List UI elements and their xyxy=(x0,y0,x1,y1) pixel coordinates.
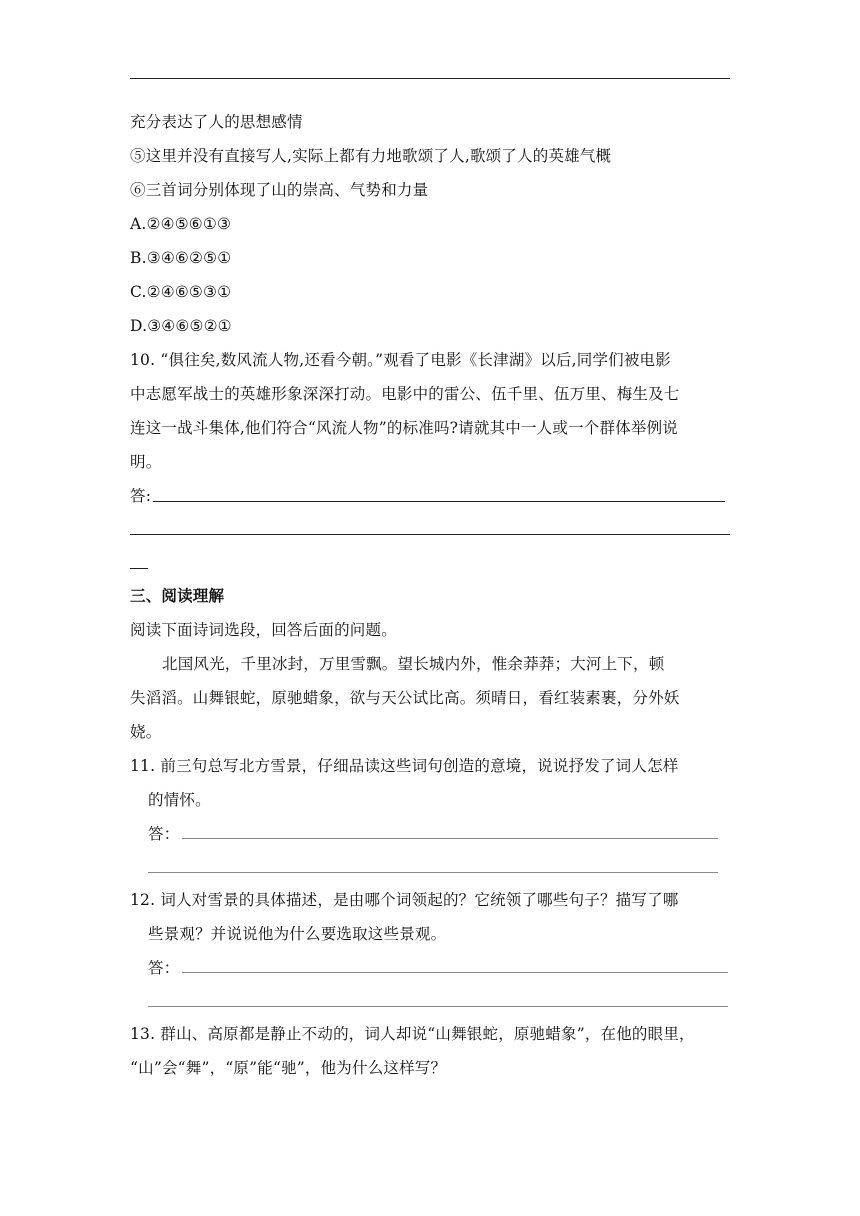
q9-option-b: B.③④⑥②⑤① xyxy=(130,249,232,267)
q11-answer-line-2[interactable] xyxy=(148,872,718,873)
section-3-instruction: 阅读下面诗词选段，回答后面的问题。 xyxy=(130,621,397,639)
q13-line-2: “山”会“舞”，“原”能“驰”，他为什么这样写？ xyxy=(130,1059,447,1077)
continuation-line: 充分表达了人的思想感情 xyxy=(130,113,303,131)
poem-line-1: 北国风光，千里冰封，万里雪飘。望长城内外，惟余莽莽；大河上下，顿 xyxy=(162,655,665,673)
q10-line-3: 连这一战斗集体,他们符合“风流人物”的标准吗?请就其中一人或一个群体举例说 xyxy=(130,419,678,437)
q10-answer-label: 答: xyxy=(130,487,152,505)
poem-line-3: 娆。 xyxy=(130,723,162,741)
q9-item-5: ⑤这里并没有直接写人,实际上都有力地歌颂了人,歌颂了人的英雄气概 xyxy=(130,147,612,165)
q11-answer-label: 答： xyxy=(148,825,180,843)
header-rule xyxy=(130,78,730,79)
poem-line-2: 失滔滔。山舞银蛇，原驰蜡象，欲与天公试比高。须晴日，看红装素裹，分外妖 xyxy=(130,689,680,707)
q9-option-a: A.②④⑤⑥①③ xyxy=(130,215,232,233)
q10-answer-line-2[interactable] xyxy=(130,534,730,535)
q13-line-1: 13. 群山、高原都是静止不动的，词人却说“山舞银蛇，原驰蜡象”，在他的眼里， xyxy=(130,1025,695,1043)
q12-line-2: 些景观？并说说他为什么要选取这些景观。 xyxy=(148,925,447,943)
q10-line-4: 明。 xyxy=(130,453,162,471)
q10-answer-line[interactable] xyxy=(153,501,725,502)
q12-answer-label: 答： xyxy=(148,959,180,977)
q12-line-1: 12. 词人对雪景的具体描述，是由哪个词领起的？它统领了哪些句子？描写了哪 xyxy=(130,891,679,909)
q11-line-2: 的情怀。 xyxy=(148,791,211,809)
q9-option-c: C.②④⑥⑤③① xyxy=(130,283,232,301)
q11-line-1: 11. 前三句总写北方雪景，仔细品读这些词句创造的意境，说说抒发了词人怎样 xyxy=(130,757,679,775)
q10-line-2: 中志愿军战士的英雄形象深深打动。电影中的雷公、伍千里、伍万里、梅生及七 xyxy=(130,385,680,403)
q9-option-d: D.③④⑥⑤②① xyxy=(130,317,232,335)
section-3-heading: 三、阅读理解 xyxy=(130,586,225,605)
q10-answer-line-3[interactable] xyxy=(130,568,148,569)
q9-item-6: ⑥三首词分别体现了山的崇高、气势和力量 xyxy=(130,181,429,199)
q12-answer-line-2[interactable] xyxy=(148,1006,728,1007)
q11-answer-line[interactable] xyxy=(182,838,718,839)
q10-line-1: 10. “俱往矣,数风流人物,还看今朝。”观看了电影《长津湖》以后,同学们被电影 xyxy=(130,351,671,369)
q12-answer-line[interactable] xyxy=(182,972,728,973)
